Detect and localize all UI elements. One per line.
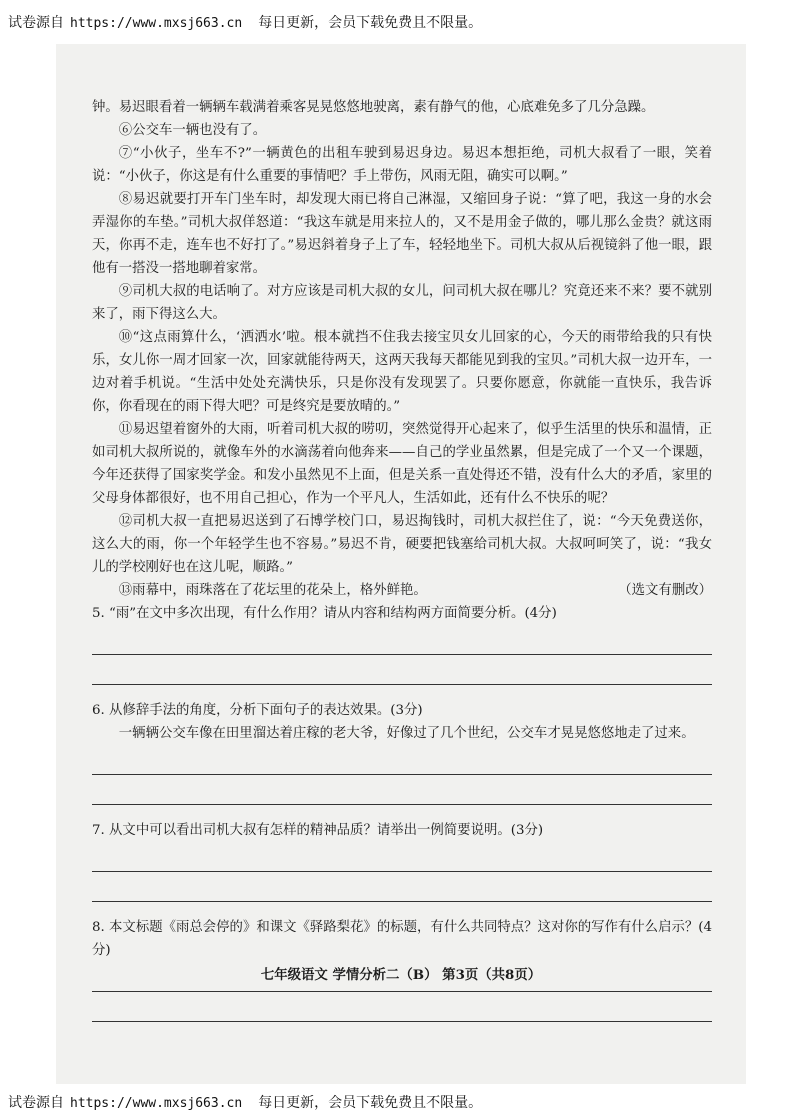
question-5: 5. “雨”在文中多次出现，有什么作用？请从内容和结构两方面简要分析。(4分) <box>92 606 557 621</box>
answer-line[interactable] <box>92 842 712 872</box>
passage-paragraph: ⑩“这点雨算什么，‘洒洒水’啦。根本就挡不住我去接宝贝女儿回家的心，今天的雨带给我的只有快乐，女儿你一周才回家一次，回家就能待两天，这两天我每天都能见到我的宝贝。”司机大叔一边开车，一边对着手机说。“生活中处处充满快乐，只是你没有发现罢了。只要你愿意，你就能一直快乐，我告诉你，你看现在的雨下得大吧？可是终究是要放晴的。” <box>92 330 712 414</box>
watermark-suffix: 每日更新，会员下载免费且不限量。 <box>258 1095 483 1111</box>
watermark-prefix: 试卷源自 <box>8 15 64 31</box>
passage-paragraph: ⑥公交车一辆也没有了。 <box>118 123 267 138</box>
source-note: （选文有删改） <box>618 583 712 598</box>
exam-page-content <box>92 96 712 1022</box>
answer-line[interactable] <box>92 992 712 1022</box>
answer-line[interactable] <box>92 745 712 775</box>
answer-line[interactable] <box>92 775 712 805</box>
watermark-suffix: 每日更新，会员下载免费且不限量。 <box>258 15 483 31</box>
watermark-prefix: 试卷源自 <box>8 1095 64 1111</box>
question-8: 8. 本文标题《雨总会停的》和课文《驿路梨花》的标题，有什么共同特点？这对你的写作有什么启示？(4分) <box>92 920 712 958</box>
watermark-url[interactable]: https://www.mxsj663.cn <box>70 16 243 31</box>
watermark-url[interactable]: https://www.mxsj663.cn <box>70 1096 243 1111</box>
question-6: 6. 从修辞手法的角度，分析下面句子的表达效果。(3分) <box>92 703 423 718</box>
passage-paragraph: ⑨司机大叔的电话响了。对方应该是司机大叔的女儿，问司机大叔在哪儿？究竟还来不来？要不就别来了，雨下得这么大。 <box>92 284 712 322</box>
answer-line[interactable] <box>92 872 712 902</box>
answer-line[interactable] <box>92 625 712 655</box>
page-footer: 七年级语文 学情分析二（B） 第3页（共8页） <box>260 967 542 983</box>
watermark-bottom <box>8 1092 482 1112</box>
question-7: 7. 从文中可以看出司机大叔有怎样的精神品质？请举出一例简要说明。(3分) <box>92 823 544 838</box>
passage-paragraph: ⑫司机大叔一直把易迟送到了石博学校门口，易迟掏钱时，司机大叔拦住了，说：“今天免费送你，这么大的雨，你一个年轻学生也不容易。”易迟不肯，硬要把钱塞给司机大叔。大叔呵呵笑了，说：“我女儿的学校刚好也在这儿呢，顺路。” <box>92 514 712 575</box>
passage-paragraph: 钟。易迟眼看着一辆辆车载满着乘客晃晃悠悠地驶离，素有静气的他，心底难免多了几分急躁。 <box>92 100 655 115</box>
question-6-sentence: 一辆辆公交车像在田里溜达着庄稼的老大爷，好像过了几个世纪，公交车才晃晃悠悠地走了过来。 <box>118 726 695 741</box>
passage-paragraph: ⑧易迟就要打开车门坐车时，却发现大雨已将自己淋湿，又缩回身子说：“算了吧，我这一身的水会弄湿你的车垫。”司机大叔佯怒道：“我这车就是用来拉人的，又不是用金子做的，哪儿那么金贵？就这雨天，你再不走，连车也不好打了。”易迟斜着身子上了车，轻轻地坐下。司机大叔从后视镜斜了他一眼，跟他有一搭没一搭地聊着家常。 <box>92 192 712 276</box>
passage-paragraph: ⑦“小伙子，坐车不?”一辆黄色的出租车驶到易迟身边。易迟本想拒绝，司机大叔看了一眼，笑着说：“小伙子，你这是有什么重要的事情吧？手上带伤，风雨无阻，确实可以啊。” <box>92 146 712 184</box>
passage-paragraph: ⑬雨幕中，雨珠落在了花坛里的花朵上，格外鲜艳。 <box>118 583 427 598</box>
passage-paragraph: ⑪易迟望着窗外的大雨，听着司机大叔的唠叨，突然觉得开心起来了，似乎生活里的快乐和温情，正如司机大叔所说的，就像车外的水滴荡着向他奔来——自己的学业虽然累，但是完成了一个又一个课题，今年还获得了国家奖学金。和发小虽然见不上面，但是关系一直处得还不错，没有什么大的矛盾，家里的父母身体都很好，也不用自己担心，作为一个平凡人，生活如此，还有什么不快乐的呢？ <box>92 422 712 506</box>
watermark-top <box>8 12 482 32</box>
last-paragraph-line <box>92 579 712 602</box>
answer-line[interactable] <box>92 655 712 685</box>
